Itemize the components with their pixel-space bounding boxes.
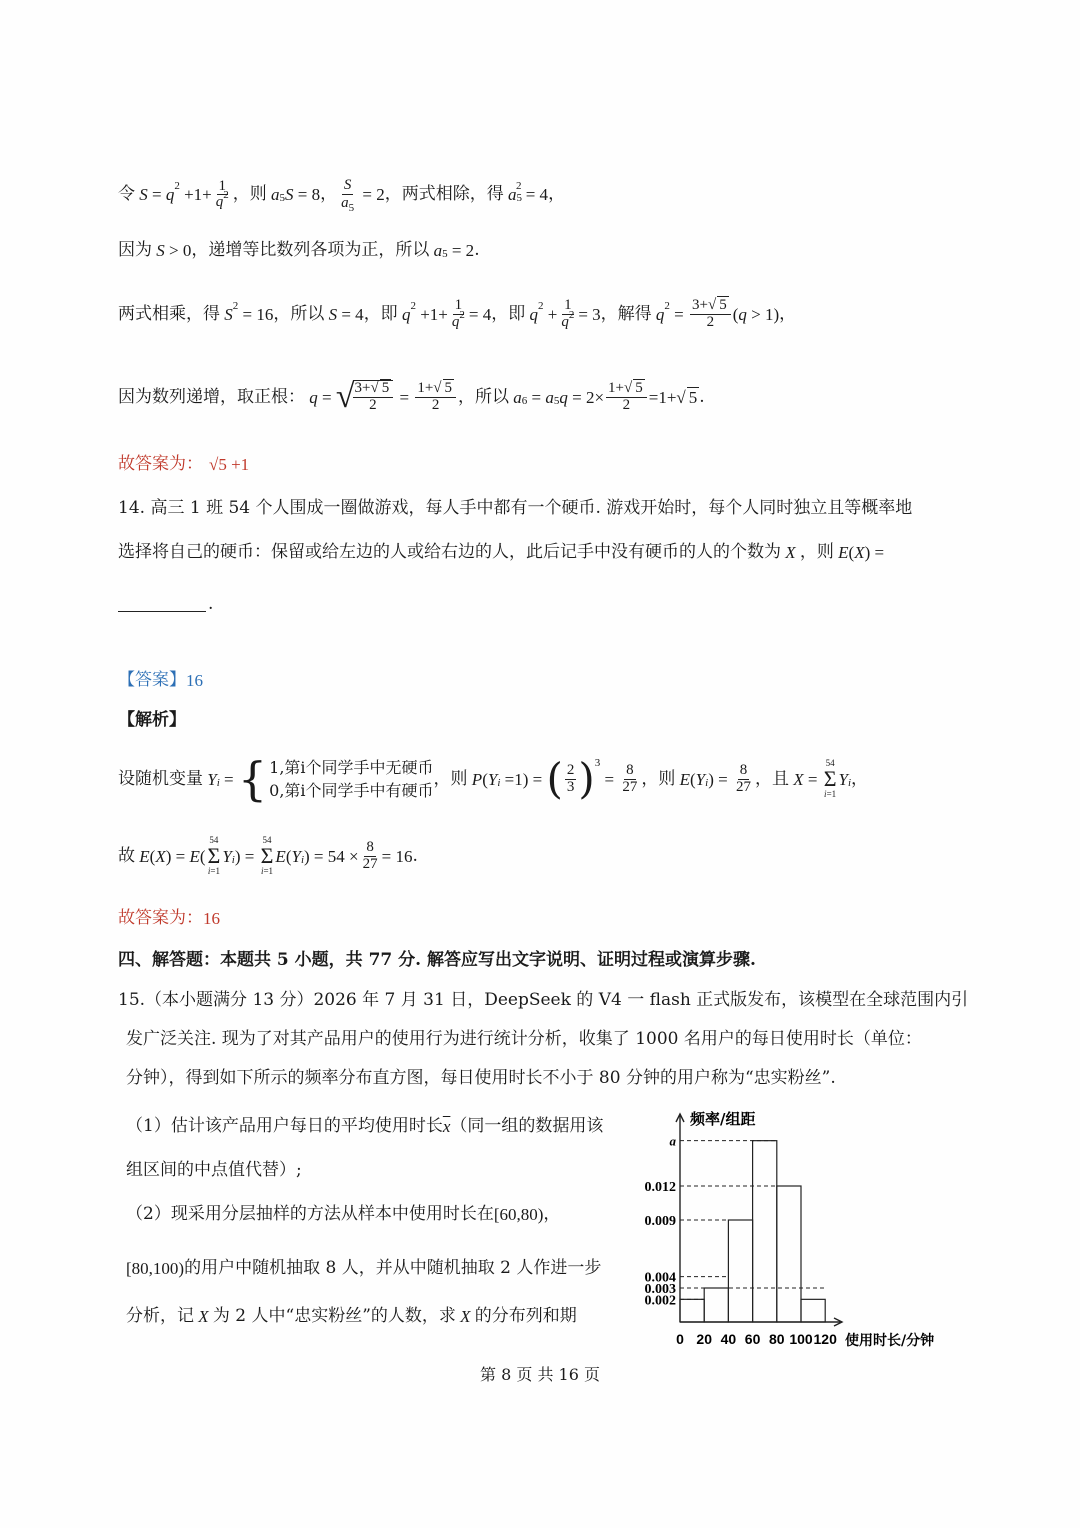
answer-blank bbox=[118, 597, 206, 612]
answer-1-value: √5 +1 bbox=[209, 455, 250, 474]
answer-2-value: 16 bbox=[203, 909, 220, 928]
x-tick-label: 100 bbox=[789, 1331, 813, 1347]
solution-line-1: 令 S = q 2 +1+ $\frac{1}{q^2}$ ，则 a 5 S = 8 ， $\frac{S}{a_5}$ = 2 ，两式相除，得 a 5 2 = 4 ， bbox=[118, 177, 566, 214]
solution-line-2: 因为 S > 0 ，递增等比数列各项为正，所以 a 5 = 2 . bbox=[118, 240, 480, 260]
q15-line-3: 分钟），得到如下所示的频率分布直方图，每日使用时长不小于 80 分钟的用户称为“忠实粉丝”. bbox=[126, 1068, 836, 1088]
answer-line-2: 故答案为： 16 bbox=[118, 908, 220, 928]
q15-part2-line-3: 分析，记 X 为 2 人中“忠实粉丝”的人数，求 X 的分布列和期 bbox=[126, 1306, 577, 1326]
analysis-tag: 【解析】 bbox=[118, 710, 186, 730]
y-tick-label: 0.009 bbox=[644, 1214, 676, 1229]
solution-line-4: 因为数列递增，取正根： q = √ $\frac{3+√ 5}{2}$ = $\frac{1+√ 5}{2}$ ，所以 a 6 = a 5 q = 2× $\frac{1+√ 5}{2}$ =1+√ 5 . bbox=[118, 378, 705, 415]
histogram-bar bbox=[753, 1141, 777, 1322]
x-tick-label: 20 bbox=[696, 1331, 712, 1347]
q15-part1-line-1: （1）估计该产品用户每日的平均使用时长 $\overline{x}$ （同一组的数据用该 bbox=[126, 1116, 604, 1136]
solution-line-6: 故 E ( X ) = E ( 54 Σ i=1 Y i ) = 54 Σ i=1 E ( Y i ) = 54 × $\frac{8}{27}$ = 16 . bbox=[118, 835, 418, 876]
solution-line-5: 设随机变量 Y i = { 1,第i个同学手中无硬币 0,第i个同学手中有硬币 ，则 P ( Y i =1) = ( $\frac{2}{3}$ ) 3 = $\frac{8}{27}$ ，则 E ( Y i ) = $\frac{8}{27}$ ，且 X = 54 Σ i=1 Y i ， bbox=[118, 752, 869, 807]
histogram-bar bbox=[704, 1288, 728, 1322]
q14-line-2: 选择将自己的硬币：保留或给左边的人或给右边的人，此后记手中没有硬币的人的个数为 X ，则 E ( X ) = bbox=[118, 542, 885, 562]
y-tick-label: 0.012 bbox=[644, 1180, 676, 1195]
q15-line-1: 15.（本小题满分 13 分）2026 年 7 月 31 日，DeepSeek 的 V4 一 flash 正式版发布，该模型在全球范围内引 bbox=[118, 990, 969, 1010]
x-tick-label: 0 bbox=[676, 1331, 684, 1347]
section-4-heading: 四、解答题：本题共 5 小题，共 77 分. 解答应写出文字说明、证明过程或演算步骤. bbox=[118, 950, 756, 970]
q15-line-2: 发广泛关注. 现为了对其产品用户的使用行为进行统计分析，收集了 1000 名用户的每日使用时长（单位： bbox=[126, 1029, 922, 1049]
page-footer: 第 8 页 共 16 页 bbox=[480, 1365, 600, 1384]
answer-line-1: 故答案为： √5 +1 bbox=[118, 454, 250, 474]
x-tick-label: 40 bbox=[720, 1331, 737, 1347]
answer-tag-line bbox=[118, 672, 203, 689]
histogram-bar bbox=[680, 1299, 704, 1322]
q15-part1-line-2: 组区间的中点值代替）; bbox=[126, 1160, 302, 1180]
histogram-bar bbox=[777, 1186, 801, 1322]
histogram-bar bbox=[728, 1220, 752, 1322]
histogram-bar bbox=[801, 1299, 825, 1322]
x-tick-label: 120 bbox=[813, 1331, 837, 1347]
case-1: 1,第i个同学手中无硬币 bbox=[269, 758, 434, 777]
histogram-svg bbox=[630, 1100, 960, 1360]
y-tick-label: 0.004 bbox=[644, 1270, 676, 1286]
x-axis-label: 使用时长/分钟 bbox=[845, 1333, 935, 1349]
x-tick-label: 60 bbox=[744, 1331, 761, 1347]
solution-line-3: 两式相乘，得 S 2 = 16 ，所以 S = 4 ，即 q 2 +1+ $\frac{1}{q^2}$ = 4 ，即 q 2 + $\frac{1}{q^2}$ = 3 ，解得 q 2 = $\frac{3+√ 5}{2}$ ( q > 1) ， bbox=[118, 297, 797, 330]
case-2: 0,第i个同学手中有硬币 bbox=[269, 781, 434, 801]
q14-line-1: 14. 高三 1 班 54 个人围成一圈做游戏，每人手中都有一个硬币. 游戏开始时，每个人同时独立且等概率地 bbox=[118, 498, 913, 518]
q15-part2-line-2: [80,100) 的用户中随机抽取 8 人，并从中随机抽取 2 人作进一步 bbox=[126, 1258, 602, 1278]
x-tick-label: 80 bbox=[769, 1331, 785, 1347]
q15-part2-line-1: （2）现采用分层抽样的方法从样本中使用时长在 [60,80) ， bbox=[126, 1204, 561, 1224]
y-tick-label: a bbox=[669, 1133, 676, 1149]
frequency-histogram bbox=[630, 1100, 960, 1360]
y-tick-label: 0.002 bbox=[644, 1293, 676, 1309]
y-axis-label: 频率/组距 bbox=[690, 1110, 756, 1128]
q14-blank-line: . bbox=[118, 596, 213, 613]
answer-tag-value: 16 bbox=[186, 671, 203, 690]
answer-tag: 【答案】 bbox=[118, 670, 186, 690]
y-tick-label: 0.003 bbox=[644, 1282, 676, 1297]
